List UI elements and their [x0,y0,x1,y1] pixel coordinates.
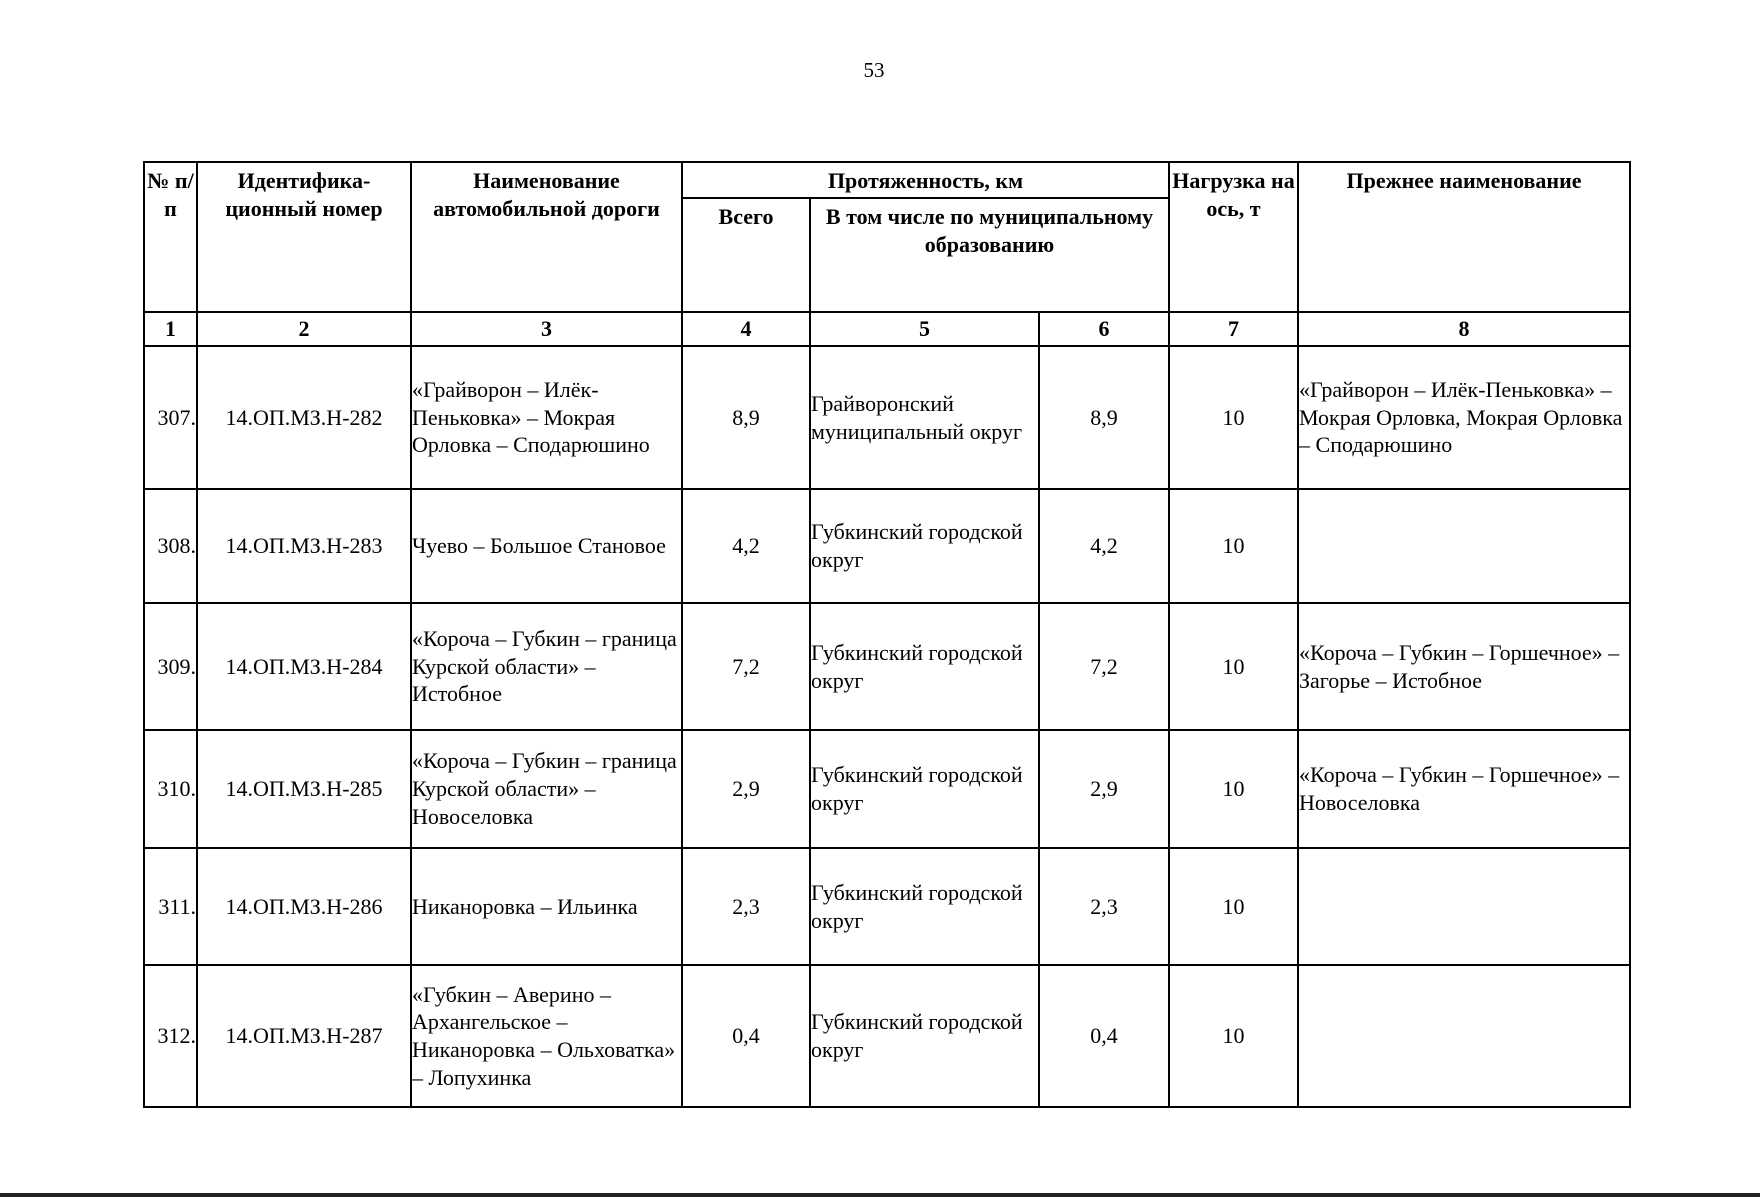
row-municipal-length: 8,9 [1039,346,1169,489]
page-number: 53 [863,58,885,82]
row-number: 308. [144,489,197,603]
row-total-length: 7,2 [682,603,810,730]
row-municipality: Губкинский городской округ [810,730,1039,848]
column-number: 3 [411,312,682,346]
row-number: 312. [144,965,197,1107]
header-id: Идентифика-ционный номер [197,162,411,312]
row-id: 14.ОП.МЗ.Н-283 [197,489,411,603]
row-road-name: Никаноровка – Ильинка [411,848,682,965]
column-number: 7 [1169,312,1298,346]
column-number: 4 [682,312,810,346]
row-axle-load: 10 [1169,730,1298,848]
header-total: Всего [682,198,810,312]
column-numbers-row [144,312,1630,346]
row-number: 309. [144,603,197,730]
header-former: Прежнее наименование [1298,162,1630,312]
table-row [144,346,1630,489]
table-row [144,603,1630,730]
row-municipal-length: 7,2 [1039,603,1169,730]
roads-table [143,161,1631,1108]
header-num: № п/п [144,162,197,312]
column-number: 6 [1039,312,1169,346]
row-number: 310. [144,730,197,848]
row-axle-load: 10 [1169,346,1298,489]
row-municipality: Губкинский городской округ [810,965,1039,1107]
row-id: 14.ОП.МЗ.Н-282 [197,346,411,489]
row-municipality: Грайворонский муниципальный округ [810,346,1039,489]
row-number: 311. [144,848,197,965]
header-name: Наименование автомобильной дороги [411,162,682,312]
row-id: 14.ОП.МЗ.Н-286 [197,848,411,965]
header-municipal: В том числе по муниципальному образованию [810,198,1169,312]
table-row [144,965,1630,1107]
row-axle-load: 10 [1169,489,1298,603]
row-total-length: 2,3 [682,848,810,965]
header-row [144,162,1630,198]
row-axle-load: 10 [1169,603,1298,730]
column-number: 5 [810,312,1039,346]
row-road-name: «Грайворон – Илёк-Пеньковка» – Мокрая Орловка – Сподарюшино [411,346,682,489]
table-row [144,489,1630,603]
row-municipality: Губкинский городской округ [810,603,1039,730]
row-id: 14.ОП.МЗ.Н-287 [197,965,411,1107]
row-former-name [1298,848,1630,965]
column-number: 2 [197,312,411,346]
row-id: 14.ОП.МЗ.Н-285 [197,730,411,848]
row-id: 14.ОП.МЗ.Н-284 [197,603,411,730]
row-total-length: 2,9 [682,730,810,848]
row-municipal-length: 4,2 [1039,489,1169,603]
row-former-name: «Короча – Губкин – Горшечное» – Загорье – Истобное [1298,603,1630,730]
table-row [144,848,1630,965]
row-total-length: 0,4 [682,965,810,1107]
row-number: 307. [144,346,197,489]
row-former-name [1298,489,1630,603]
row-municipal-length: 2,9 [1039,730,1169,848]
row-total-length: 4,2 [682,489,810,603]
column-number: 1 [144,312,197,346]
header-load: Нагрузка на ось, т [1169,162,1298,312]
column-number: 8 [1298,312,1630,346]
row-road-name: «Короча – Губкин – граница Курской области» – Новоселовка [411,730,682,848]
row-municipality: Губкинский городской округ [810,489,1039,603]
row-road-name: «Короча – Губкин – граница Курской области» – Истобное [411,603,682,730]
row-former-name: «Короча – Губкин – Горшечное» – Новоселовка [1298,730,1630,848]
row-municipality: Губкинский городской округ [810,848,1039,965]
scan-edge-line [0,1193,1760,1197]
row-municipal-length: 2,3 [1039,848,1169,965]
row-axle-load: 10 [1169,965,1298,1107]
row-total-length: 8,9 [682,346,810,489]
row-axle-load: 10 [1169,848,1298,965]
row-road-name: Чуево – Большое Становое [411,489,682,603]
row-road-name: «Губкин – Аверино – Архангельское – Никаноровка – Ольховатка» – Лопухинка [411,965,682,1107]
table-row [144,730,1630,848]
header-length: Протяженность, км [682,162,1169,198]
row-former-name [1298,965,1630,1107]
row-former-name: «Грайворон – Илёк-Пеньковка» – Мокрая Орловка, Мокрая Орловка – Сподарюшино [1298,346,1630,489]
row-municipal-length: 0,4 [1039,965,1169,1107]
